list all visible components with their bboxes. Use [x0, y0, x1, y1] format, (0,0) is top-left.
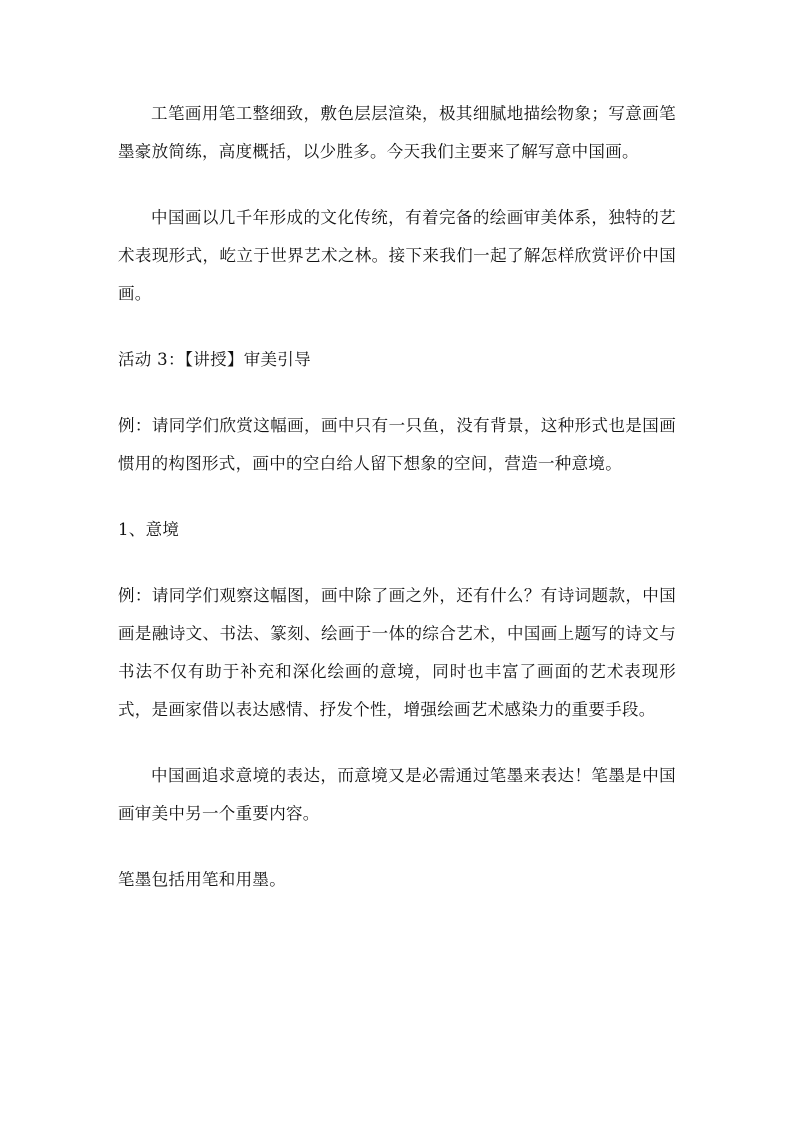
activity-heading: 活动 3：【讲授】审美引导: [118, 350, 311, 369]
document-body: [118, 95, 676, 899]
section-heading-yijing: 1、意境: [118, 520, 180, 539]
paragraph-example-fish: 例：请同学们欣赏这幅画，画中只有一只鱼，没有背景，这种形式也是国画惯用的构图形式，画中的空白给人留下想象的空间，营造一种意境。: [118, 416, 676, 473]
paragraph-brush-ink: 中国画追求意境的表达，而意境又是必需通过笔墨来表达！笔墨是中国画审美中另一个重要内容。: [118, 766, 676, 823]
paragraph-brush-ink-definition: 笔墨包括用笔和用墨。: [118, 870, 286, 889]
paragraph-example-poetry: 例：请同学们观察这幅图，画中除了画之外，还有什么？有诗词题款，中国画是融诗文、书法、篆刻、绘画于一体的综合艺术，中国画上题写的诗文与书法不仅有助于补充和深化绘画的意境，同时也丰富了画面的艺术表现形式，是画家借以表达感情、抒发个性，增强绘画艺术感染力的重要手段。: [118, 586, 676, 719]
paragraph-chinese-painting-tradition: 中国画以几千年形成的文化传统，有着完备的绘画审美体系，独特的艺术表现形式，屹立于世界艺术之林。接下来我们一起了解怎样欣赏评价中国画。: [118, 208, 676, 303]
paragraph-gongbi-xieyi: 工笔画用笔工整细致，敷色层层渲染，极其细腻地描绘物象；写意画笔墨豪放简练，高度概括，以少胜多。今天我们主要来了解写意中国画。: [118, 104, 676, 161]
